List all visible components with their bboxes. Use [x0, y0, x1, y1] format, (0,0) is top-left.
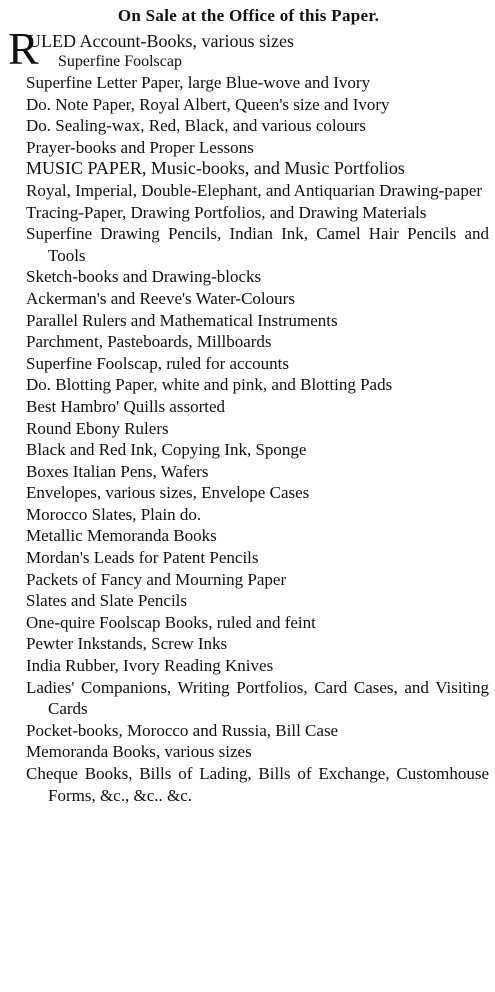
list-item: Tracing-Paper, Drawing Portfolios, and Drawing Materials [26, 202, 427, 222]
list-item: Parchment, Pasteboards, Millboards [26, 332, 272, 352]
list-item: Round Ebony Rulers [26, 418, 169, 438]
list-item: Royal, Imperial, Double-Elephant, and Antiquarian Drawing-paper [26, 180, 483, 200]
list-item: Superfine Drawing Pencils, Indian Ink, Camel Hair Pencils and Tools [26, 224, 489, 265]
list-item: Mordan's Leads for Patent Pencils [26, 548, 259, 568]
list-item: Parallel Rulers and Mathematical Instruments [26, 310, 338, 330]
list-item: India Rubber, Ivory Reading Knives [26, 656, 274, 676]
list-item: Packets of Fancy and Mourning Paper [26, 569, 287, 589]
list-item: Slates and Slate Pencils [26, 591, 188, 611]
first-entry-line: ULED Account-Books, various sizes [28, 31, 294, 51]
list-item: Boxes Italian Pens, Wafers [26, 461, 209, 481]
list-item: Pocket-books, Morocco and Russia, Bill Case [26, 720, 339, 740]
list-item: Do. Blotting Paper, white and pink, and Blotting Pads [26, 375, 393, 395]
drop-cap: R [8, 23, 39, 74]
list-item: Memoranda Books, various sizes [26, 742, 252, 762]
list-item: Metallic Memoranda Books [26, 526, 217, 546]
list-item: Morocco Slates, Plain do. [26, 504, 202, 524]
list-item: MUSIC PAPER, Music-books, and Music Portfolios [26, 158, 405, 179]
list-item: Black and Red Ink, Copying Ink, Sponge [26, 440, 307, 460]
item-list [8, 72, 489, 806]
first-entry [8, 23, 489, 74]
list-item: Sketch-books and Drawing-blocks [26, 267, 262, 287]
list-item: Ladies' Companions, Writing Portfolios, Card Cases, and Visiting Cards [26, 677, 489, 719]
list-item: Cheque Books, Bills of Lading, Bills of Exchange, Customhouse Forms, &c., &c.. &c. [26, 764, 489, 805]
list-item: Do. Note Paper, Royal Albert, Queen's size and Ivory [26, 94, 390, 114]
list-item: One-quire Foolscap Books, ruled and feint [26, 612, 316, 632]
list-item: Ackerman's and Reeve's Water-Colours [26, 288, 295, 308]
list-item: Pewter Inkstands, Screw Inks [26, 634, 228, 654]
list-item: Superfine Foolscap, ruled for accounts [26, 353, 289, 373]
list-item: Superfine Letter Paper, large Blue-wove and Ivory [26, 73, 371, 92]
list-item: Envelopes, various sizes, Envelope Cases [26, 483, 310, 503]
first-entry-continuation: Superfine Foolscap [58, 53, 182, 70]
page-heading: On Sale at the Office of this Paper. [117, 6, 380, 25]
list-item: Do. Sealing-wax, Red, Black, and various colours [26, 116, 366, 136]
list-item: Best Hambro' Quills assorted [26, 396, 226, 416]
list-item: Prayer-books and Proper Lessons [26, 137, 254, 157]
